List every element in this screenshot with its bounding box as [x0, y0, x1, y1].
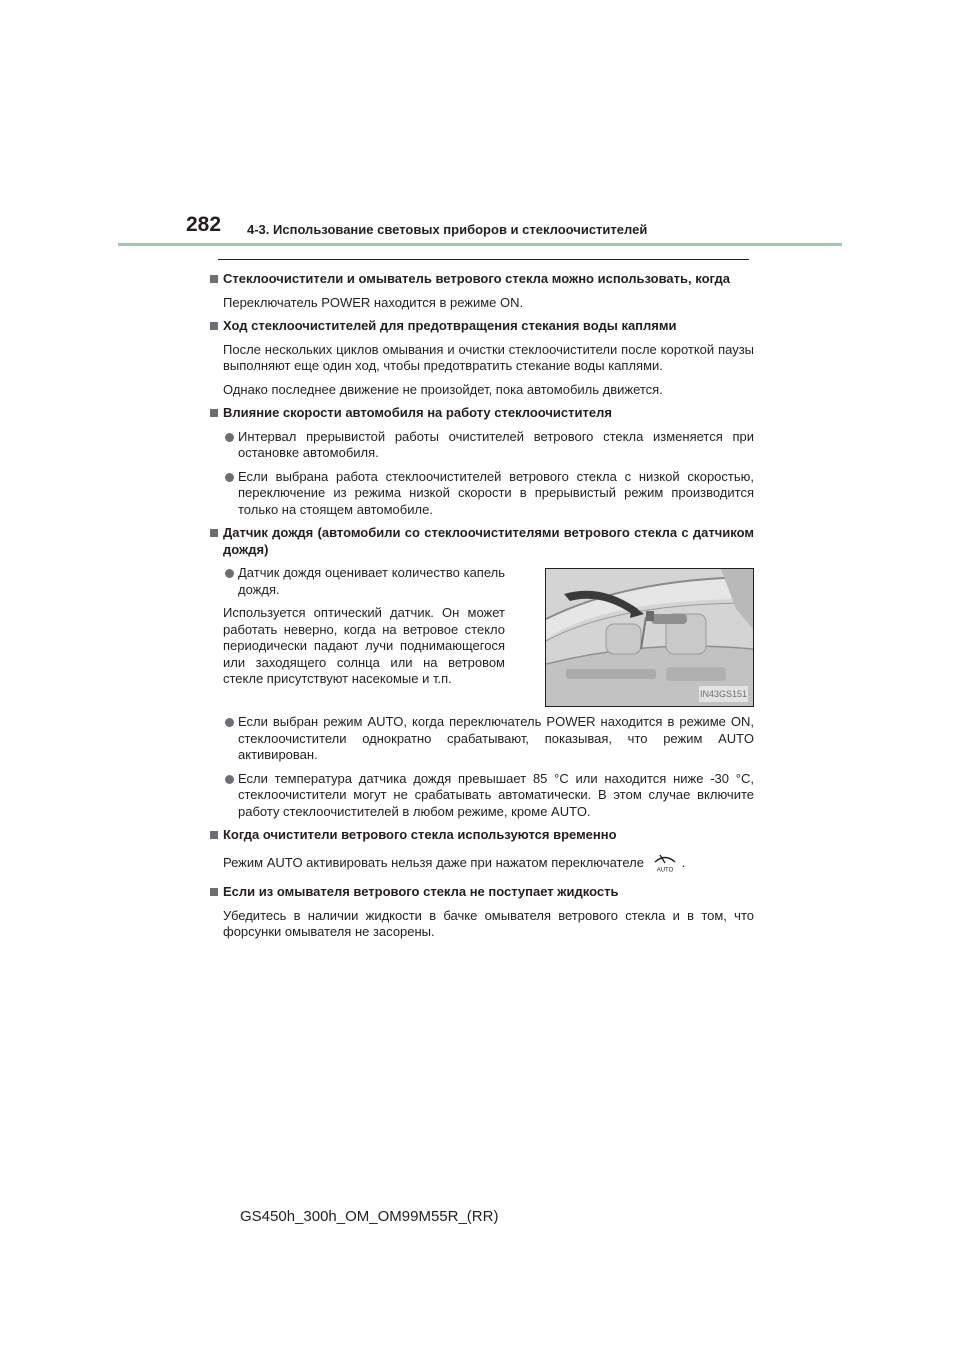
paragraph: Переключатель POWER находится в режиме ON.	[223, 294, 524, 310]
wiper-auto-icon	[652, 851, 678, 878]
figure-code: IN43GS151	[699, 686, 748, 703]
square-bullet-icon	[210, 322, 218, 330]
paragraph: После нескольких циклов омывания и очистки стеклоочистители после короткой паузы выполняют еще один ход, чтобы предотвратить стекание воды каплями.	[223, 341, 754, 373]
round-bullet-icon	[225, 433, 234, 442]
round-bullet-icon	[225, 473, 234, 482]
paragraph: Режим AUTO активировать нельзя даже при нажатом переключателе AUTO .	[223, 851, 754, 878]
content-divider	[218, 259, 749, 260]
section-heading: Когда очистители ветрового стекла используются временно	[207, 827, 754, 844]
round-bullet-icon	[225, 718, 234, 727]
bullet-item: Если выбрана работа стеклоочистителей ветрового стекла с низкой скоростью, переключение из режима низкой скорости в прерывистый режим производится только на стоящем автомобиле.	[223, 469, 754, 519]
section-heading: Влияние скорости автомобиля на работу стеклоочистителя	[207, 405, 754, 422]
page-number: 282	[186, 213, 222, 236]
section-heading: Стеклоочистители и омыватель ветрового стекла можно использовать, когда	[207, 271, 754, 288]
rain-sensor-illustration	[545, 568, 754, 707]
rain-sensor-block	[207, 565, 754, 707]
svg-text:AUTO: AUTO	[656, 867, 673, 873]
round-bullet-icon	[225, 569, 234, 578]
bullet-item: Если выбран режим AUTO, когда переключатель POWER находится в режиме ON, стеклоочистители однократно срабатывают, показывая, что режим AUTO активирован.	[223, 714, 754, 764]
section-heading: Если из омывателя ветрового стекла не поступает жидкость	[207, 884, 754, 901]
square-bullet-icon	[210, 275, 218, 283]
paragraph: Убедитесь в наличии жидкости в бачке омывателя ветрового стекла и в том, что форсунки омывателя не засорены.	[223, 907, 754, 939]
paragraph: Используется оптический датчик. Он может работать неверно, когда на ветровое стекло периодически падают лучи поднимающегося или заходящего солнца или на ветровом стекле присутствуют насекомые и т.п.	[223, 605, 505, 686]
section-heading: Датчик дождя (автомобили со стеклоочистителями ветрового стекла с датчиком дождя)	[207, 525, 754, 558]
chapter-section-title: 4-3. Использование световых приборов и стеклоочистителей	[247, 222, 648, 237]
square-bullet-icon	[210, 831, 218, 839]
bullet-item: Датчик дождя оценивает количество капель дождя.	[223, 565, 505, 598]
square-bullet-icon	[210, 529, 218, 537]
bullet-item: Если температура датчика дождя превышает 85 °C или находится ниже -30 °C, стеклоочистители могут не срабатывать автоматически. В этом случае включите работу стеклоочистителей в любом режиме, кроме AUTO.	[223, 771, 754, 821]
paragraph: Однако последнее движение не произойдет, пока автомобиль движется.	[223, 381, 663, 397]
section-heading: Ход стеклоочистителей для предотвращения стекания воды каплями	[207, 318, 754, 335]
page-content	[207, 271, 754, 948]
square-bullet-icon	[210, 888, 218, 896]
rain-sensor-text	[207, 565, 505, 707]
header-divider	[118, 243, 842, 246]
square-bullet-icon	[210, 409, 218, 417]
bullet-item: Интервал прерывистой работы очистителей ветрового стекла изменяется при остановке автомобиля.	[223, 429, 754, 462]
round-bullet-icon	[225, 775, 234, 784]
document-code: GS450h_300h_OM_OM99M55R_(RR)	[240, 1208, 499, 1225]
